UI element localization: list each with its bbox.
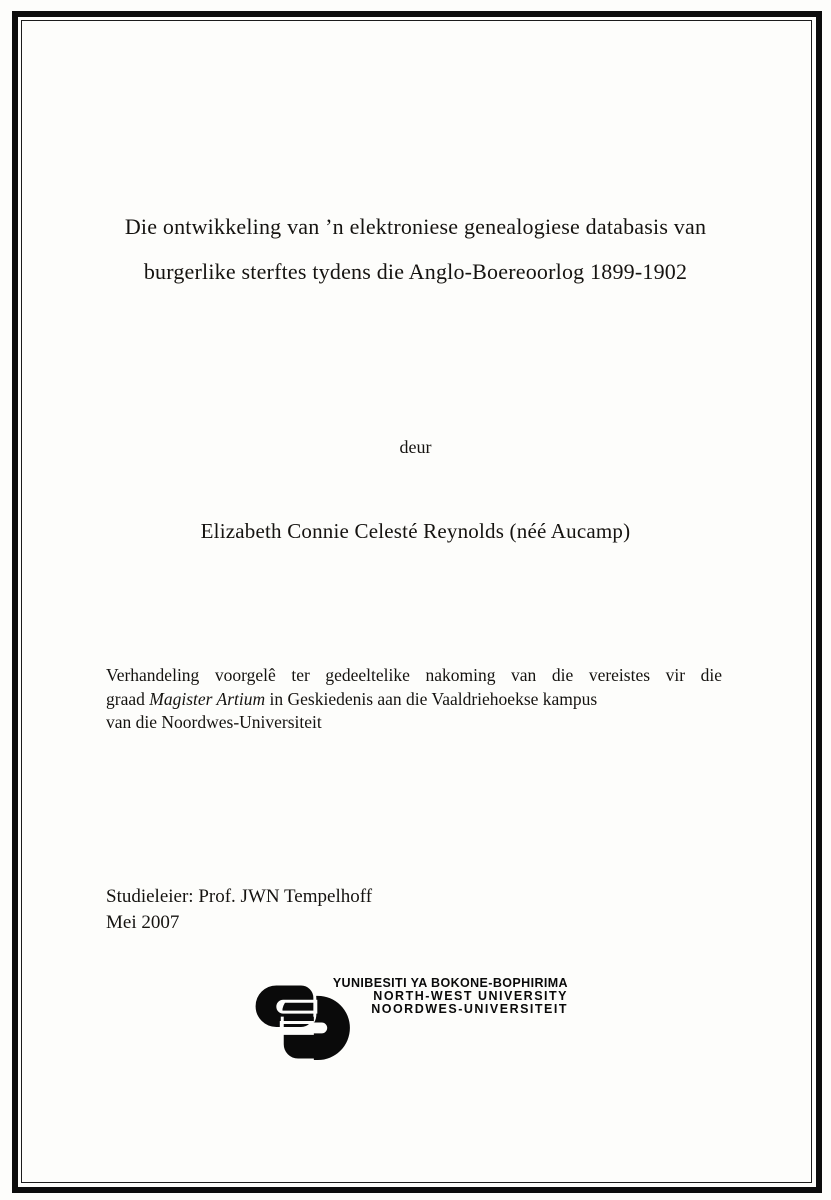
- author-name: Elizabeth Connie Celesté Reynolds (néé Aucamp): [200, 519, 631, 543]
- university-name-setswana: YUNIBESITI YA BOKONE-BOPHIRIMA: [332, 976, 568, 990]
- byline: deur: [399, 437, 432, 457]
- university-name-english: NORTH-WEST UNIVERSITY: [373, 988, 568, 1003]
- page-border-inner: [21, 20, 812, 1183]
- supervisor-line: Studieleier: Prof. JWN Tempelhoff: [106, 886, 373, 907]
- degree-statement-line-1: Verhandeling voorgelê ter gedeeltelike nakoming van die vereistes vir die: [106, 665, 722, 685]
- degree-statement: [106, 664, 722, 735]
- degree-statement-line-3: van die Noordwes-Universiteit: [106, 712, 322, 732]
- university-name-afrikaans: NOORDWES-UNIVERSITEIT: [371, 1001, 568, 1016]
- degree-statement-line-2-post: in Geskiedenis aan die Vaaldriehoekse kampus: [265, 688, 598, 709]
- page-title: [60, 204, 771, 294]
- date-line: Mei 2007: [106, 912, 180, 933]
- degree-statement-line-2: [106, 688, 722, 712]
- page-title-line-1: Die ontwikkeling van ’n elektroniese genealogiese databasis van: [124, 214, 707, 239]
- degree-name: Magister Artium: [149, 688, 266, 709]
- degree-statement-line-2-pre: graad: [106, 688, 150, 709]
- supervisor-block: [106, 884, 372, 936]
- page-title-line-2: burgerlike sterftes tydens die Anglo-Boereoorlog 1899-1902: [143, 259, 688, 284]
